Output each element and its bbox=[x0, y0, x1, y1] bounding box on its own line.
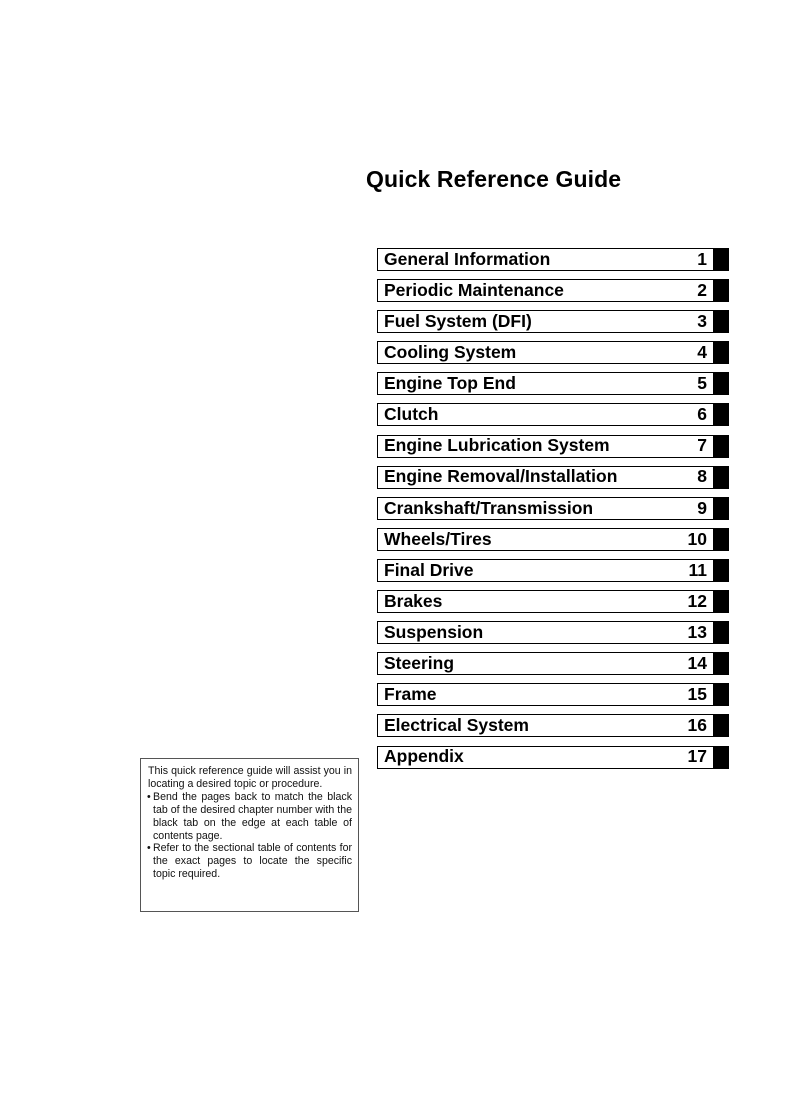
chapter-box bbox=[377, 279, 714, 302]
chapter-label: Periodic Maintenance bbox=[384, 279, 564, 300]
chapter-tab bbox=[714, 746, 729, 769]
chapter-tab bbox=[714, 279, 729, 302]
chapter-tab bbox=[714, 403, 729, 426]
chapter-number: 12 bbox=[687, 590, 707, 611]
usage-note-bullets bbox=[148, 791, 352, 881]
chapter-number: 16 bbox=[687, 715, 707, 736]
chapter-tab bbox=[714, 341, 729, 364]
chapter-number: 17 bbox=[687, 746, 707, 767]
chapter-box bbox=[377, 652, 714, 675]
chapter-number: 4 bbox=[697, 342, 707, 363]
chapter-box bbox=[377, 466, 714, 489]
chapter-row-wheels-tires[interactable] bbox=[377, 528, 729, 551]
chapter-number: 13 bbox=[687, 621, 707, 642]
chapter-tab bbox=[714, 683, 729, 706]
chapter-tab bbox=[714, 248, 729, 271]
chapter-tab bbox=[714, 435, 729, 458]
chapter-row-electrical-system[interactable] bbox=[377, 714, 729, 737]
page-title: Quick Reference Guide bbox=[366, 166, 622, 192]
usage-note-bullet-text: Refer to the sectional table of contents for the exact pages to locate the specific topic required. bbox=[153, 842, 352, 881]
chapter-row-appendix[interactable] bbox=[377, 746, 729, 769]
chapter-box bbox=[377, 714, 714, 737]
chapter-row-general-information[interactable] bbox=[377, 248, 729, 271]
chapter-label: General Information bbox=[384, 248, 551, 269]
usage-note-bullet bbox=[148, 842, 352, 881]
chapter-number: 8 bbox=[697, 466, 707, 487]
chapter-row-suspension[interactable] bbox=[377, 621, 729, 644]
usage-note-box bbox=[140, 758, 359, 912]
chapter-number: 1 bbox=[697, 248, 707, 269]
chapter-label: Frame bbox=[384, 684, 437, 705]
chapter-box bbox=[377, 310, 714, 333]
chapter-label: Final Drive bbox=[384, 559, 474, 580]
chapter-label: Cooling System bbox=[384, 342, 517, 363]
chapter-row-periodic-maintenance[interactable] bbox=[377, 279, 729, 302]
chapter-tab bbox=[714, 466, 729, 489]
chapter-box bbox=[377, 403, 714, 426]
bullet-icon: • bbox=[147, 842, 151, 855]
chapter-label: Engine Top End bbox=[384, 373, 516, 394]
chapter-tab bbox=[714, 652, 729, 675]
chapter-row-clutch[interactable] bbox=[377, 403, 729, 426]
chapter-label: Steering bbox=[384, 652, 455, 673]
chapter-label: Electrical System bbox=[384, 715, 529, 736]
chapter-label: Appendix bbox=[384, 746, 464, 767]
chapter-label: Brakes bbox=[384, 590, 443, 611]
usage-note-bullet bbox=[148, 791, 352, 843]
chapter-row-frame[interactable] bbox=[377, 683, 729, 706]
chapter-row-engine-top-end[interactable] bbox=[377, 372, 729, 395]
chapter-label: Suspension bbox=[384, 621, 484, 642]
bullet-icon: • bbox=[147, 790, 151, 803]
chapter-number: 14 bbox=[687, 652, 707, 673]
chapter-box bbox=[377, 683, 714, 706]
chapter-tab bbox=[714, 372, 729, 395]
chapter-box bbox=[377, 746, 714, 769]
chapter-label: Engine Lubrication System bbox=[384, 435, 610, 456]
chapter-box bbox=[377, 341, 714, 364]
chapter-row-fuel-system[interactable] bbox=[377, 310, 729, 333]
chapter-row-engine-removal-installation[interactable] bbox=[377, 466, 729, 489]
chapter-row-engine-lubrication-system[interactable] bbox=[377, 435, 729, 458]
chapter-row-brakes[interactable] bbox=[377, 590, 729, 613]
chapter-number: 9 bbox=[697, 497, 707, 518]
chapter-label: Fuel System (DFI) bbox=[384, 310, 532, 331]
chapter-tab bbox=[714, 528, 729, 551]
chapter-tab bbox=[714, 621, 729, 644]
chapter-box bbox=[377, 497, 714, 520]
chapter-label: Wheels/Tires bbox=[384, 528, 492, 549]
chapter-number: 6 bbox=[697, 404, 707, 425]
chapter-box bbox=[377, 248, 714, 271]
chapter-label: Clutch bbox=[384, 404, 439, 425]
chapter-box bbox=[377, 590, 714, 613]
chapter-number: 7 bbox=[697, 435, 707, 456]
chapter-box bbox=[377, 621, 714, 644]
chapter-row-cooling-system[interactable] bbox=[377, 341, 729, 364]
chapter-label: Engine Removal/Installation bbox=[384, 466, 618, 487]
chapter-number: 2 bbox=[697, 279, 707, 300]
chapter-tab bbox=[714, 559, 729, 582]
chapter-row-crankshaft-transmission[interactable] bbox=[377, 497, 729, 520]
chapter-number: 3 bbox=[697, 310, 707, 331]
chapter-box bbox=[377, 372, 714, 395]
chapter-row-final-drive[interactable] bbox=[377, 559, 729, 582]
usage-note-bullet-text: Bend the pages back to match the black tab of the desired chapter number with the black tab on the edge at each table of contents page. bbox=[153, 790, 352, 842]
chapter-tab bbox=[714, 497, 729, 520]
usage-note-intro: This quick reference guide will assist you in locating a desired topic or procedure. bbox=[148, 765, 352, 790]
chapter-number: 15 bbox=[687, 684, 707, 705]
chapter-tab bbox=[714, 714, 729, 737]
chapter-tab bbox=[714, 590, 729, 613]
chapter-number: 11 bbox=[688, 559, 707, 580]
chapter-box bbox=[377, 559, 714, 582]
chapter-number: 10 bbox=[687, 528, 707, 549]
chapter-box bbox=[377, 528, 714, 551]
chapter-box bbox=[377, 435, 714, 458]
chapter-number: 5 bbox=[697, 373, 707, 394]
chapter-list bbox=[377, 248, 729, 777]
chapter-label: Crankshaft/Transmission bbox=[384, 497, 594, 518]
chapter-tab bbox=[714, 310, 729, 333]
chapter-row-steering[interactable] bbox=[377, 652, 729, 675]
